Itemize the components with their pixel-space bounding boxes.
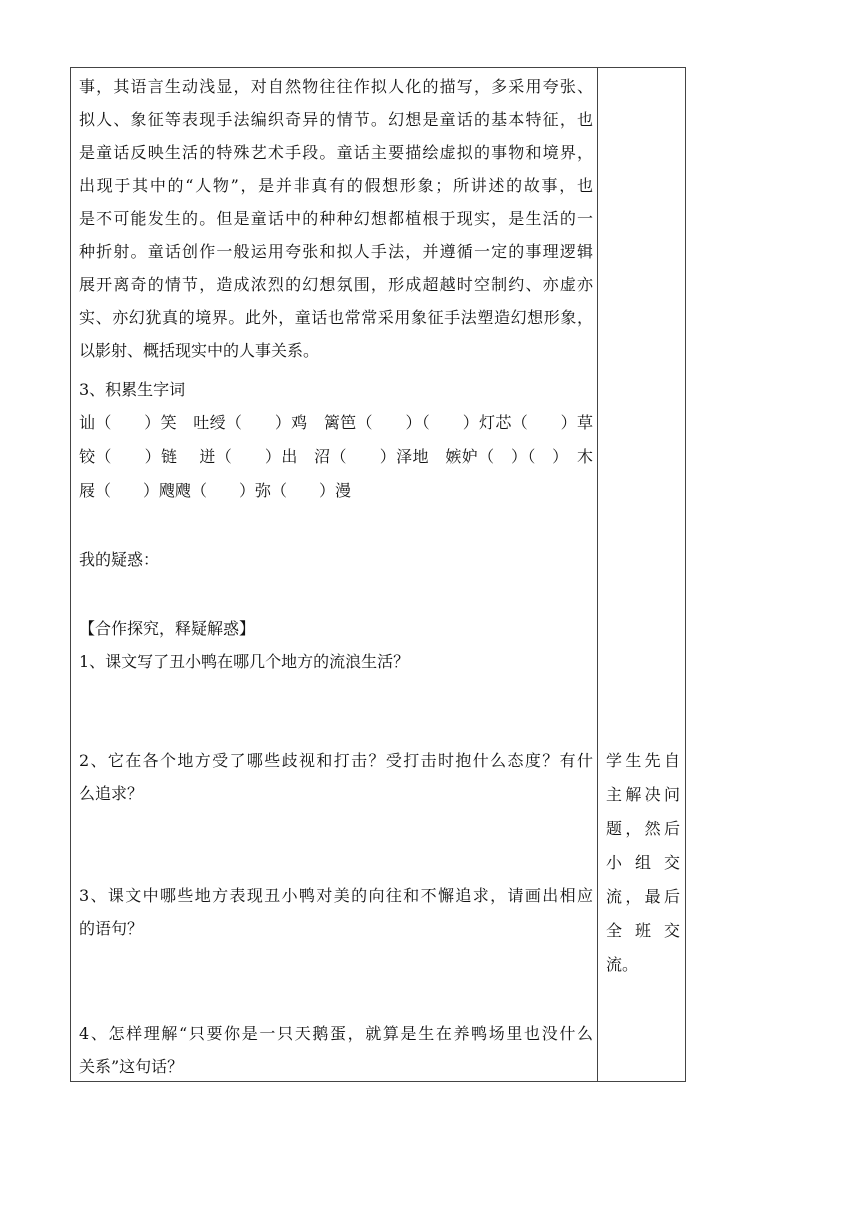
note-line: 全班交 xyxy=(606,921,680,940)
question-3-line-2: 的语句？ xyxy=(79,919,144,938)
question-3-line-1: 3、课文中哪些地方表现丑小鸭对美的向往和不懈追求，请画出相应 xyxy=(79,886,593,905)
question-1: 1、课文写了丑小鸭在哪几个地方的流浪生活？ xyxy=(79,652,410,671)
note-line: 主解决问 xyxy=(606,785,680,804)
vocab-line-3: 屐（ ）飕飕（ ）弥（ ）漫 xyxy=(79,481,352,500)
vocab-line-2: 铰（ ）链 迸（ ）出 沼（ ）泽地 嫉妒（ ）（ ） 木 xyxy=(79,447,593,466)
note-line: 流。 xyxy=(606,955,639,974)
note-line: 小组交 xyxy=(606,853,680,872)
intro-line: 是童话反映生活的特殊艺术手段。童话主要描绘虚拟的事物和境界， xyxy=(79,143,593,162)
section-title: 【合作探究，释疑解惑】 xyxy=(79,619,256,638)
teacher-note xyxy=(606,744,680,982)
vocab-line-1: 讪（ ）笑 吐绶（ ）鸡 篱笆（ ）（ ）灯芯（ ）草 xyxy=(79,413,593,432)
column-divider xyxy=(597,67,598,1082)
vocab-heading: 3、积累生字词 xyxy=(79,380,186,399)
question-2-line-1: 2、它在各个地方受了哪些歧视和打击？受打击时抱什么态度？有什 xyxy=(79,751,593,770)
intro-line: 展开离奇的情节，造成浓烈的幻想氛围，形成超越时空制约、亦虚亦 xyxy=(79,275,593,294)
question-4-line-1: 4、怎样理解“只要你是一只天鹅蛋，就算是生在养鸭场里也没什么 xyxy=(79,1024,593,1043)
intro-line: 是不可能发生的。但是童话中的种种幻想都植根于现实，是生活的一 xyxy=(79,209,593,228)
intro-line: 拟人、象征等表现手法编织奇异的情节。幻想是童话的基本特征，也 xyxy=(79,110,593,129)
question-2-line-2: 么追求？ xyxy=(79,784,144,803)
intro-line: 种折射。童话创作一般运用夸张和拟人手法，并遵循一定的事理逻辑 xyxy=(79,242,593,261)
question-4-line-2: 关系”这句话？ xyxy=(79,1057,184,1076)
intro-line: 以影射、概括现实中的人事关系。 xyxy=(79,341,320,360)
intro-line: 事，其语言生动浅显，对自然物往往作拟人化的描写，多采用夸张、 xyxy=(79,77,593,96)
intro-line: 实、亦幻犹真的境界。此外，童话也常常采用象征手法塑造幻想形象， xyxy=(79,308,593,327)
note-line: 学生先自 xyxy=(606,751,680,770)
note-line: 题，然后 xyxy=(606,819,680,838)
intro-paragraph xyxy=(79,70,593,367)
doubts-label: 我的疑惑： xyxy=(79,550,160,569)
note-line: 流，最后 xyxy=(606,887,680,906)
intro-line: 出现于其中的“人物”，是并非真有的假想形象；所讲述的故事，也 xyxy=(79,176,593,195)
